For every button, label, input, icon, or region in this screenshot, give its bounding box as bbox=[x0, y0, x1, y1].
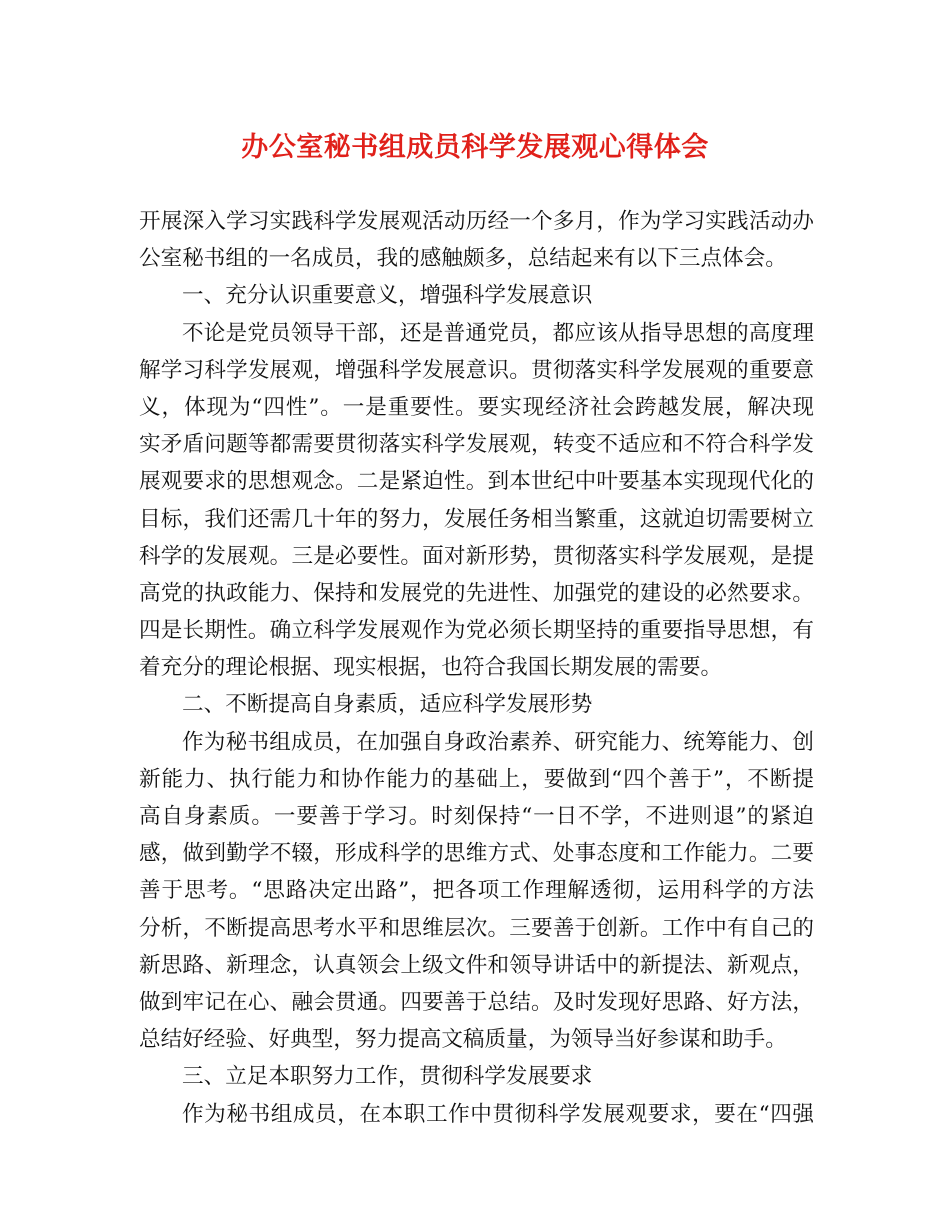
text-line: 解学习科学发展观，增强科学发展意识。贯彻落实科学发展观的重要意 bbox=[139, 357, 814, 383]
document-title: 办公室秘书组成员科学发展观心得体会 bbox=[241, 132, 709, 163]
text-line: 着充分的理论根据、现实根据，也符合我国长期发展的需要。 bbox=[139, 655, 723, 681]
document-body bbox=[139, 203, 814, 1133]
text-line: 一、充分认识重要意义，增强科学发展意识 bbox=[182, 283, 593, 309]
text-line: 实矛盾问题等都需要贯彻落实科学发展观，转变不适应和不符合科学发 bbox=[139, 432, 814, 458]
text-line: 展观要求的思想观念。二是紧迫性。到本世纪中叶要基本实现现代化的 bbox=[139, 469, 814, 495]
text-line: 新能力、执行能力和协作能力的基础上，要做到“四个善于”，不断提 bbox=[139, 766, 814, 792]
text-line: 做到牢记在心、融会贯通。四要善于总结。及时发现好思路、好方法， bbox=[139, 989, 814, 1015]
text-line: 科学的发展观。三是必要性。面对新形势，贯彻落实科学发展观，是提 bbox=[139, 543, 814, 569]
text-line: 感，做到勤学不辍，形成科学的思维方式、处事态度和工作能力。二要 bbox=[139, 841, 814, 867]
text-line: 作为秘书组成员，在加强自身政治素养、研究能力、统筹能力、创 bbox=[182, 729, 814, 755]
text-line: 三、立足本职努力工作，贯彻科学发展要求 bbox=[182, 1064, 593, 1090]
text-line: 公室秘书组的一名成员，我的感触颇多，总结起来有以下三点体会。 bbox=[139, 246, 787, 272]
text-line: 新思路、新理念，认真领会上级文件和领导讲话中的新提法、新观点， bbox=[139, 952, 814, 978]
text-line: 分析，不断提高思考水平和思维层次。三要善于创新。工作中有自己的 bbox=[139, 915, 814, 941]
text-line: 高自身素质。一要善于学习。时刻保持“一日不学，不进则退”的紧迫 bbox=[139, 804, 814, 829]
text-line: 义，体现为“四性”。一是重要性。要实现经济社会跨越发展，解决现 bbox=[139, 394, 814, 420]
text-line: 善于思考。“思路决定出路”，把各项工作理解透彻，运用科学的方法 bbox=[139, 878, 814, 904]
text-line: 开展深入学习实践科学发展观活动历经一个多月，作为学习实践活动办 bbox=[139, 209, 814, 234]
text-line: 不论是党员领导干部，还是普通党员，都应该从指导思想的高度理 bbox=[182, 320, 814, 346]
text-line: 二、不断提高自身素质，适应科学发展形势 bbox=[182, 692, 593, 718]
text-line: 总结好经验、好典型，努力提高文稿质量，为领导当好参谋和助手。 bbox=[139, 1027, 787, 1053]
text-line: 作为秘书组成员，在本职工作中贯彻科学发展观要求，要在“四强 bbox=[182, 1101, 814, 1127]
text-line: 高党的执政能力、保持和发展党的先进性、加强党的建设的必然要求。 bbox=[139, 580, 814, 606]
text-line: 四是长期性。确立科学发展观作为党必须长期坚持的重要指导思想，有 bbox=[139, 618, 814, 644]
text-line: 目标，我们还需几十年的努力，发展任务相当繁重，这就迫切需要树立 bbox=[139, 506, 814, 532]
